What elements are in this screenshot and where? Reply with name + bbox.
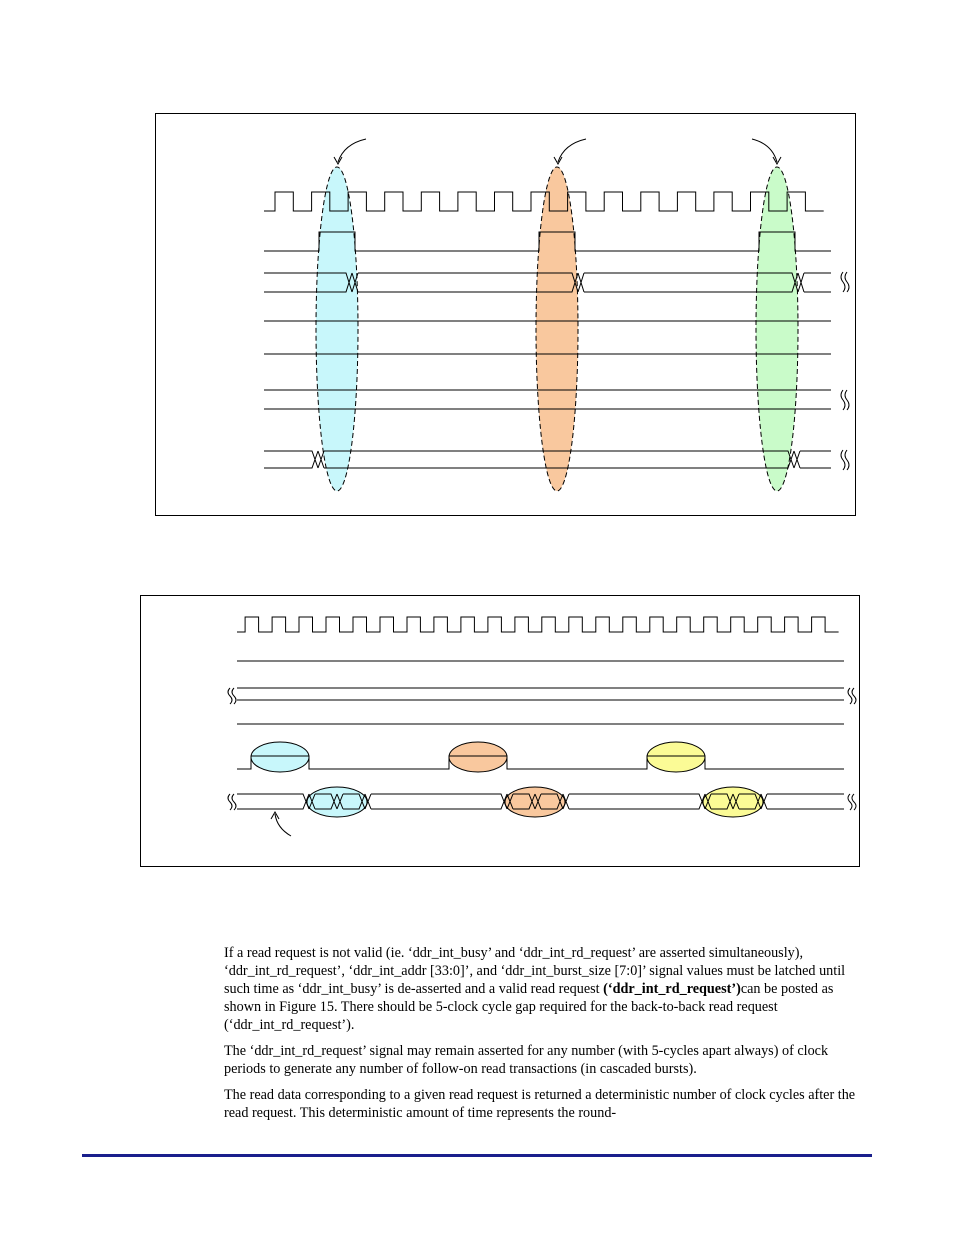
paragraph-1-part-a: If a read request is not valid (ie. ‘ddr_int_busy’ and ‘ddr_int_rd_request’ are asserted simultaneously), ‘ddr_int_rd_request’, ‘ddr_int_addr [33:0]’, and ‘ddr_int_burst_size [7:0]’ signal values must be latched until such time as ‘ddr_int_busy’ is de-asserted and a valid read request [224,945,846,997]
valid-waveform [237,756,844,769]
paragraph-3: The read data corresponding to a given read request is returned a deterministic number of clock cycles after the read request. This deterministic amount of time represents the round- [224,1087,856,1121]
break-mark-5 [848,688,856,704]
highlight-ellipse-3 [756,167,798,491]
paragraph-1-bold: (‘ddr_int_rd_request’) [603,981,741,997]
clock-waveform-2 [237,617,839,632]
request-ellipse-2 [449,742,507,772]
request-ellipse-1 [251,742,309,772]
annotation-arrow-3 [752,139,777,162]
break-mark-6 [228,794,236,810]
data-ellipse-2 [505,787,565,817]
timing-diagram-1-canvas [156,114,857,517]
break-mark-2 [841,390,849,410]
footer-rule [82,1154,872,1157]
data-ellipse-3 [703,787,763,817]
annotation-arrow-4 [275,814,291,836]
timing-diagram-2 [140,595,860,867]
body-text [224,944,864,1130]
highlight-ellipse-2 [536,167,578,491]
break-mark-1 [841,272,849,292]
paragraph-1-part-b: can be posted as shown in Figure 15. There should be 5-clock cycle gap required for the back-to-back read request (‘ddr_int_rd_request’). [224,981,834,1033]
arrowhead-2 [554,157,562,164]
data-ellipse-1 [307,787,367,817]
annotation-arrow-1 [338,139,366,162]
arrowhead-1 [334,157,342,164]
timing-diagram-1 [155,113,856,516]
paragraph-2: The ‘ddr_int_rd_request’ signal may remain asserted for any number (with 5-cycles apart always) of clock periods to generate any number of follow-on read transactions (in cascaded bursts). [224,1043,829,1077]
break-mark-4 [228,688,236,704]
break-mark-7 [848,794,856,810]
timing-diagram-2-canvas [141,596,861,868]
annotation-arrow-2 [558,139,586,162]
request-ellipse-3 [647,742,705,772]
highlight-ellipse-1 [316,167,358,491]
break-mark-3 [841,450,849,470]
paragraph-1 [224,944,864,1034]
